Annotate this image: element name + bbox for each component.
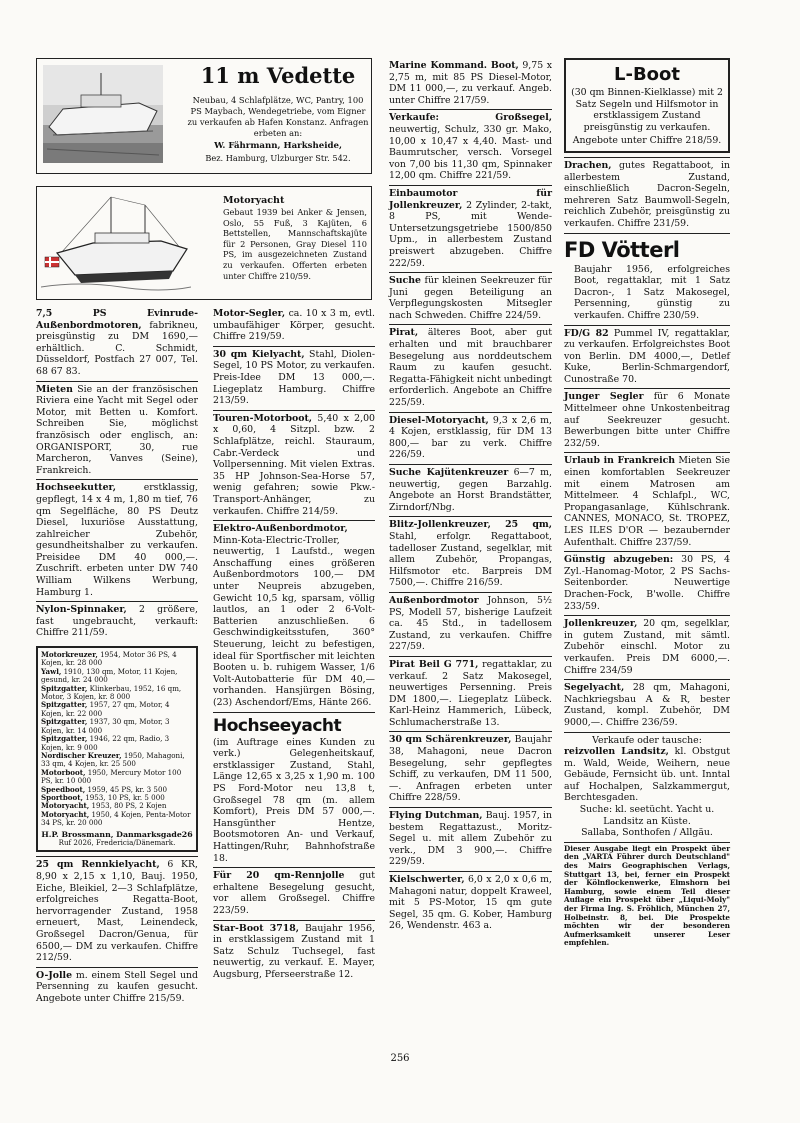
classified-ad: 30 qm Kielyacht, Stahl, Diolen-Segel, 10 PS Motor, zu verkaufen. Preis-Idee DM 13 000,—. Liegeplatz Hamburg. Chiffre 213/59. <box>213 347 375 411</box>
classified-ad: Nylon-Spinnaker, 2 größere, fast ungebraucht, verkauft: Chiffre 211/59. <box>36 604 198 639</box>
voetterl-title: FD Vötterl <box>564 237 680 262</box>
classified-ad: Außenbordmotor Johnson, 5½ PS, Modell 57, bisherige Laufzeit ca. 45 Std., in tadellosem Zustand, zu verkaufen. Chiffre 227/59. <box>389 593 552 657</box>
ad-brossmann <box>36 646 198 852</box>
classified-ad: Einbaumotor für Jollenkreuzer, 2 Zylinder, 2-takt, 8 PS, mit Wende-Untersetzungsgetriebe 1500/850 Upm., in allerbestem Zustand preiswert abzugeben. Chiffre 222/59. <box>389 186 552 273</box>
hochseeyacht-body: (im Auftrage eines Kunden zu verk.) Gelegenheitskauf, erstklassiger Zustand, Stahl, Länge 12,65 x 3,25 x 1,90 m. 100 PS Ford-Motor neu 13,8 t, Großsegel 78 qm (m. allem Komfort), Preis DM 57 000,—. Hansgünther Hentze, Bootsmotoren An- und Verkauf, Hattingen/Ruhr, Bahnhofstraße 18. <box>213 736 375 864</box>
classified-ad: Motor-Segler, ca. 10 x 3 m, evtl. umbaufähiger Körper, gesucht. Chiffre 219/59. <box>213 306 375 347</box>
classified-ad: Pirat, älteres Boot, aber gut erhalten und mit brauchbarer Besegelung aus norddeutschem Raum zu kaufen gesucht. Regatta-Fähigkeit nicht unbedingt erforderlich. Angebote an Chiffre 225/59. <box>389 325 552 412</box>
column-1 <box>36 306 198 1008</box>
classified-ad: Suche Kajütenkreuzer 6—7 m, neuwertig, gegen Barzahlg. Angebote an Horst Brandstätter, Zirndorf/Nbg. <box>389 465 552 517</box>
landsitz-body: kl. Obstgut m. Wald, Weide, Weihern, neue Gebäude, Fernsicht üb. unt. Inntal auf Hochalpen, Salzkammergut, Berchtesgaden. <box>564 746 730 804</box>
classified-ad: Verkaufe: Großsegel, neuwertig, Schulz, 330 gr. Mako, 10,00 x 10,47 x 4,40. Mast- und Baumrutscher, versch. Vorsegel von 7,00 bis 11,30 qm, Spinnaker 12,00 qm. Chiffre 221/59. <box>389 110 552 186</box>
brossmann-line: Nordischer Kreuzer, 1950, Mahagoni, 33 qm, 4 Kojen, kr. 25 500 <box>41 750 185 769</box>
brossmann-line: Motorboot, 1950, Mercury Motor 100 PS, kr. 10 000 <box>41 767 182 786</box>
landsitz-search: Suche: kl. seetücht. Yacht u. Landsitz an Küste. <box>579 804 715 827</box>
classified-ad: Diesel-Motoryacht, 9,3 x 2,6 m, 4 Kojen, erstklassig, für DM 13 800,— bar zu verk. Chiffre 226/59. <box>389 413 552 465</box>
classified-ad: Segelyacht, 28 qm, Mahagoni, Nachkriegsbau A & R, bester Zustand, kompl. Zubehör, DM 9000,—. Chiffre 236/59. <box>564 680 730 732</box>
brossmann-line: Spitzgatter, 1946, 22 qm, Radio, 3 Kojen, kr. 9 000 <box>41 734 170 752</box>
classified-ad: Star-Boot 3718, Baujahr 1956, in erstklassigem Zustand mit 1 Satz Schulz Tuchsegel, fast neuwertig, zu verkauf. E. Mayer, Augsburg, Pferseerstraße 12. <box>213 922 375 980</box>
ad-vedette-title: 11 m Vedette <box>200 63 356 88</box>
classified-ad: Flying Dutchman, Bauj. 1957, in bestem Regattazust., Moritz-Segel u. mit allem Zubehör zu verk., DM 3 900,—. Chiffre 229/59. <box>389 808 552 872</box>
ad-voetterl <box>564 234 730 326</box>
classified-ad: Blitz-Jollenkreuzer, 25 qm, Stahl, erfolgr. Regattaboot, tadelloser Zustand, segelklar, mit allem Zubehör, Propangas, Hilfsmotor etc. Barpreis DM 7500,—. Chiffre 216/59. <box>389 517 552 593</box>
classified-ad: Marine Kommand. Boot, 9,75 x 2,75 m, mit 85 PS Diesel-Motor, DM 11 000,—, zu verkauf. Angeb. unter Chiffre 217/59. <box>389 58 552 110</box>
brossmann-line: Motoryacht, 1950, 4 Kojen, Penta-Motor 34 PS, kr. 20 000 <box>41 809 191 828</box>
brossmann-firm: H.P. Brossmann, Danmarksgade26 <box>41 829 193 839</box>
landsitz-head: reizvollen Landsitz, <box>564 746 669 758</box>
classified-ad: 25 qm Rennkielyacht, 6 KR, 8,90 x 2,15 x 1,10, Bauj. 1950, Eiche, Bleikiel, 2—3 Schlafplätze, erfolgreiches Regatta-Boot, hervorragender Zustand, 1958 erneuert, Mast, Leinendeck, Großsegel Dacron/Genua, für 6500,— DM zu verkaufen. Chiffre 212/59. <box>36 856 198 967</box>
ad-vedette <box>36 58 372 174</box>
lboot-title: L-Boot <box>614 64 680 85</box>
column-2 <box>213 306 375 983</box>
brossmann-line: Speedboot, 1959, 45 PS, kr. 3 500 <box>41 784 167 794</box>
ad-motoryacht <box>36 186 372 300</box>
ad-hochseeyacht <box>213 713 375 869</box>
brossmann-phone: Ruf 2026, Fredericia/Dänemark. <box>58 837 176 847</box>
column-4 <box>564 58 730 948</box>
classified-ad: Elektro-Außenbordmotor, Minn-Kota-Electric-Troller, neuwertig, 1 Laufstd., wegen Anschaffung eines größeren Außenbordmotors 100,— DM unter Neupreis abzugeben, Gewicht 10,5 kg, sparsam, völlig lautlos, an 1 oder 2 6-Volt-Batterien anzuschließen. 6 Geschwindigkeitsstufen, 360° Steuerung, leicht zu befestigen, ideal für Sportfischer mit leichten Booten u. b. ruhigem Wasser, 1/6 Volt-Autobatterie für DM 40,— vorhanden. Hansjürgen Bösing, (23) Aschendorf/Ems, Hänte 266. <box>213 521 375 713</box>
classified-ad: Jollenkreuzer, 20 qm, segelklar, in gutem Zustand, mit sämtl. Zubehör einschl. Motor zu verkaufen. Preis DM 6000,—. Chiffre 234/59 <box>564 616 730 680</box>
classified-ad: 30 qm Schärenkreuzer, Baujahr 38, Mahagoni, neue Dacron Besegelung, sehr gepflegtes Schiff, zu verkaufen, DM 11 500,—. Anfragen erbeten unter Chiffre 228/59. <box>389 732 552 808</box>
brossmann-line: Motorkreuzer, 1954, Motor 36 PS, 4 Kojen, kr. 28 000 <box>41 650 177 668</box>
classified-ad: Für 20 qm-Rennjolle gut erhaltene Besegelung gesucht, vor allem Großsegel. Chiffre 223/59. <box>213 868 375 920</box>
ad-motoryacht-body: Gebaut 1939 bei Anker & Jensen, Oslo, 55 Fuß, 3 Kajüten, 6 Bettstellen, Mannschaftskajüte für 2 Personen, Gray Diesel 110 PS, im ausgezeichneten Zustand zu verkaufen. Offerten erbeten unter Chiffre 210/59. <box>223 207 367 281</box>
classified-ad: Urlaub in Frankreich Mieten Sie einen komfortablen Seekreuzer mit einem Matrosen am Mittelmeer. 4 Schlafpl., WC, Propangasanlage, Kühlschrank. CANNES, MONACO, St. TROPEZ, LES ILES D'OR — bezaubernder Aufenthalt. Chiffre 237/59. <box>564 453 730 552</box>
ad-vedette-contact: W. Fährmann, Harksheide, <box>214 141 342 151</box>
classified-ad: Kielschwerter, 6,0 x 2,0 x 0,6 m, Mahagoni natur, doppelt Kraweel, mit 5 PS-Motor, 15 qm gute Segel, 35 qm. G. Kober, Hamburg 26, Wendenstr. 463 a. <box>389 874 552 932</box>
brossmann-line: Spitzgatter, 1937, 30 qm, Motor, 3 Kojen, kr. 14 000 <box>41 717 170 735</box>
brossmann-line: Spitzgatter, Klinkerbau, 1952, 16 qm, Motor, 3 Kojen, kr. 8 000 <box>41 683 182 702</box>
classified-ad: Pirat Beil G 771, regattaklar, zu verkauf. 2 Satz Makosegel, neuwertiges Persenning. Preis DM 1800,—. Liegeplatz Lübeck. Karl-Heinz Hammerich, Lübeck, Schlumacherstraße 13. <box>389 657 552 733</box>
landsitz-address: Sallaba, Sonthofen / Allgäu. <box>581 827 713 839</box>
voetterl-body: Baujahr 1956, erfolgreiches Boot, regattaklar, mit 1 Satz Dacron-, 1 Satz Makosegel, Persenning, günstig zu verkaufen. Chiffre 230/59. <box>574 263 730 321</box>
brossmann-line: Spitzgatter, 1957, 27 qm, Motor, 4 Kojen, kr. 22 000 <box>41 700 170 718</box>
brossmann-line: Sportboot, 1953, 10 PS, kr. 5 000 <box>41 792 165 802</box>
classified-ad: O-Jolle m. einem Stell Segel und Persenning zu kaufen gesucht. Angebote unter Chiffre 215/59. <box>36 969 198 1004</box>
ad-landsitz <box>564 733 730 843</box>
classified-ad: Drachen, gutes Regattaboot, in allerbestem Zustand, einschließlich Dacron-Segeln, mehreren Satz Baumwoll-Segeln, reichlich Zubehör, preisgünstig zu verkaufen. Chiffre 231/59. <box>564 157 730 234</box>
classified-ad: Hochseekutter, erstklassig, gepflegt, 14 x 4 m, 1,80 m tief, 76 qm Segelfläche, 80 PS Deutz Diesel, luxuriöse Ausstattung, zahlreicher Zubehör, gesundheitshalber zu verkaufen. Preisidee DM 40 000,—. Zuschrift. erbeten unter DW 740 William Wilkens Werbung, Hamburg 1. <box>36 480 198 602</box>
ad-motoryacht-title: Motoryacht <box>223 195 285 206</box>
brossmann-line: Motoryacht, 1953, 80 PS, 2 Kojen <box>41 801 167 811</box>
motoryacht-drawing <box>41 191 191 295</box>
classified-ad: Günstig abzugeben: 30 PS, 4 Zyl.-Hanomag-Motor, 2 PS Sachs-Seitenborder. Neuwertige Drachen-Fock, B'wolle. Chiffre 233/59. <box>564 552 730 616</box>
motorboat-photo <box>43 65 163 163</box>
page-number: 256 <box>390 1053 410 1064</box>
landsitz-intro: Verkaufe oder tausche: <box>592 734 702 746</box>
lboot-body: (30 qm Binnen-Kielklasse) mit 2 Satz Segeln und Hilfsmotor in erstklassigem Zustand preisgünstig zu verkaufen. <box>571 87 723 133</box>
ad-vedette-address: Bez. Hamburg, Ulzburger Str. 542. <box>205 153 351 163</box>
classified-ad: Mieten Sie an der französischen Riviera eine Yacht mit Segel oder Motor, mit Betten u. Komfort. Schreiben Sie, möglichst französisch oder englisch, an: ORGANISPORT, 30, rue Marcheron, Vanves (Seine), Frankreich. <box>36 382 198 481</box>
classified-ad: FD/G 82 Pummel IV, regattaklar, zu verkaufen. Erfolgreichstes Boot von Berlin. DM 4000,—, Detlef Kuke, Berlin-Schmargendorf, Cunostraße 70. <box>564 326 730 390</box>
ad-lboot <box>564 58 730 153</box>
ad-vedette-body: Neubau, 4 Schlafplätze, WC, Pantry, 100 PS Maybach, Wendegetriebe, vom Eigner zu verkaufen ab Hafen Konstanz. Anfragen erbeten an: <box>187 95 369 138</box>
classified-ad: Junger Segler für 6 Monate Mittelmeer ohne Unkostenbeitrag auf Seekreuzer gesucht. Bewerbungen bitte unter Chiffre 232/59. <box>564 389 730 453</box>
hochseeyacht-title: Hochseeyacht <box>213 715 342 736</box>
column-3 <box>389 58 552 935</box>
lboot-offer: Angebote unter Chiffre 218/59. <box>572 135 722 147</box>
prospekt-note: Dieser Ausgabe liegt ein Prospekt über den „VARTA Führer durch Deutschland" des Mairs Geographischen Verlags, Stuttgart 13, bei, ferner ein Prospekt der Kölnflockenwerke, Elmshorn bei Hamburg, sowie einem Teil dieser Auflage ein Prospekt über „Liqui-Moly" der Firma Ing. S. Fröhlich, München 27, Holbeinstr. 8, bei. Die Prospekte möchten wir der besonderen Aufmerksamkeit unserer Leser empfehlen. <box>564 843 730 948</box>
classified-ad: Suche für kleinen Seekreuzer für Juni gegen Beteiligung an Verpflegungskosten Mitsegler nach Schweden. Chiffre 224/59. <box>389 273 552 325</box>
brossmann-line: Yawl, 1910, 130 qm, Motor, 11 Kojen, gesund, kr. 24 000 <box>41 666 178 685</box>
classified-ad: 7,5 PS Evinrude-Außenbordmotoren, fabrikneu, preisgünstig zu DM 1690,— erhältlich. C. Schmidt, Düsseldorf, Postfach 27 007, Tel. 68 67 83. <box>36 306 198 382</box>
classified-ad: Touren-Motorboot, 5,40 x 2,00 x 0,60, 4 Sitzpl. bzw. 2 Schlafplätze, reichl. Stauraum, Cabr.-Verdeck und Vollpersenning. Mit vielen Extras. 35 HP Johnson-Sea-Horse 57, wenig gefahren; sowie Pkw.-Transport-Anhänger, zu verkaufen. Chiffre 214/59. <box>213 411 375 521</box>
